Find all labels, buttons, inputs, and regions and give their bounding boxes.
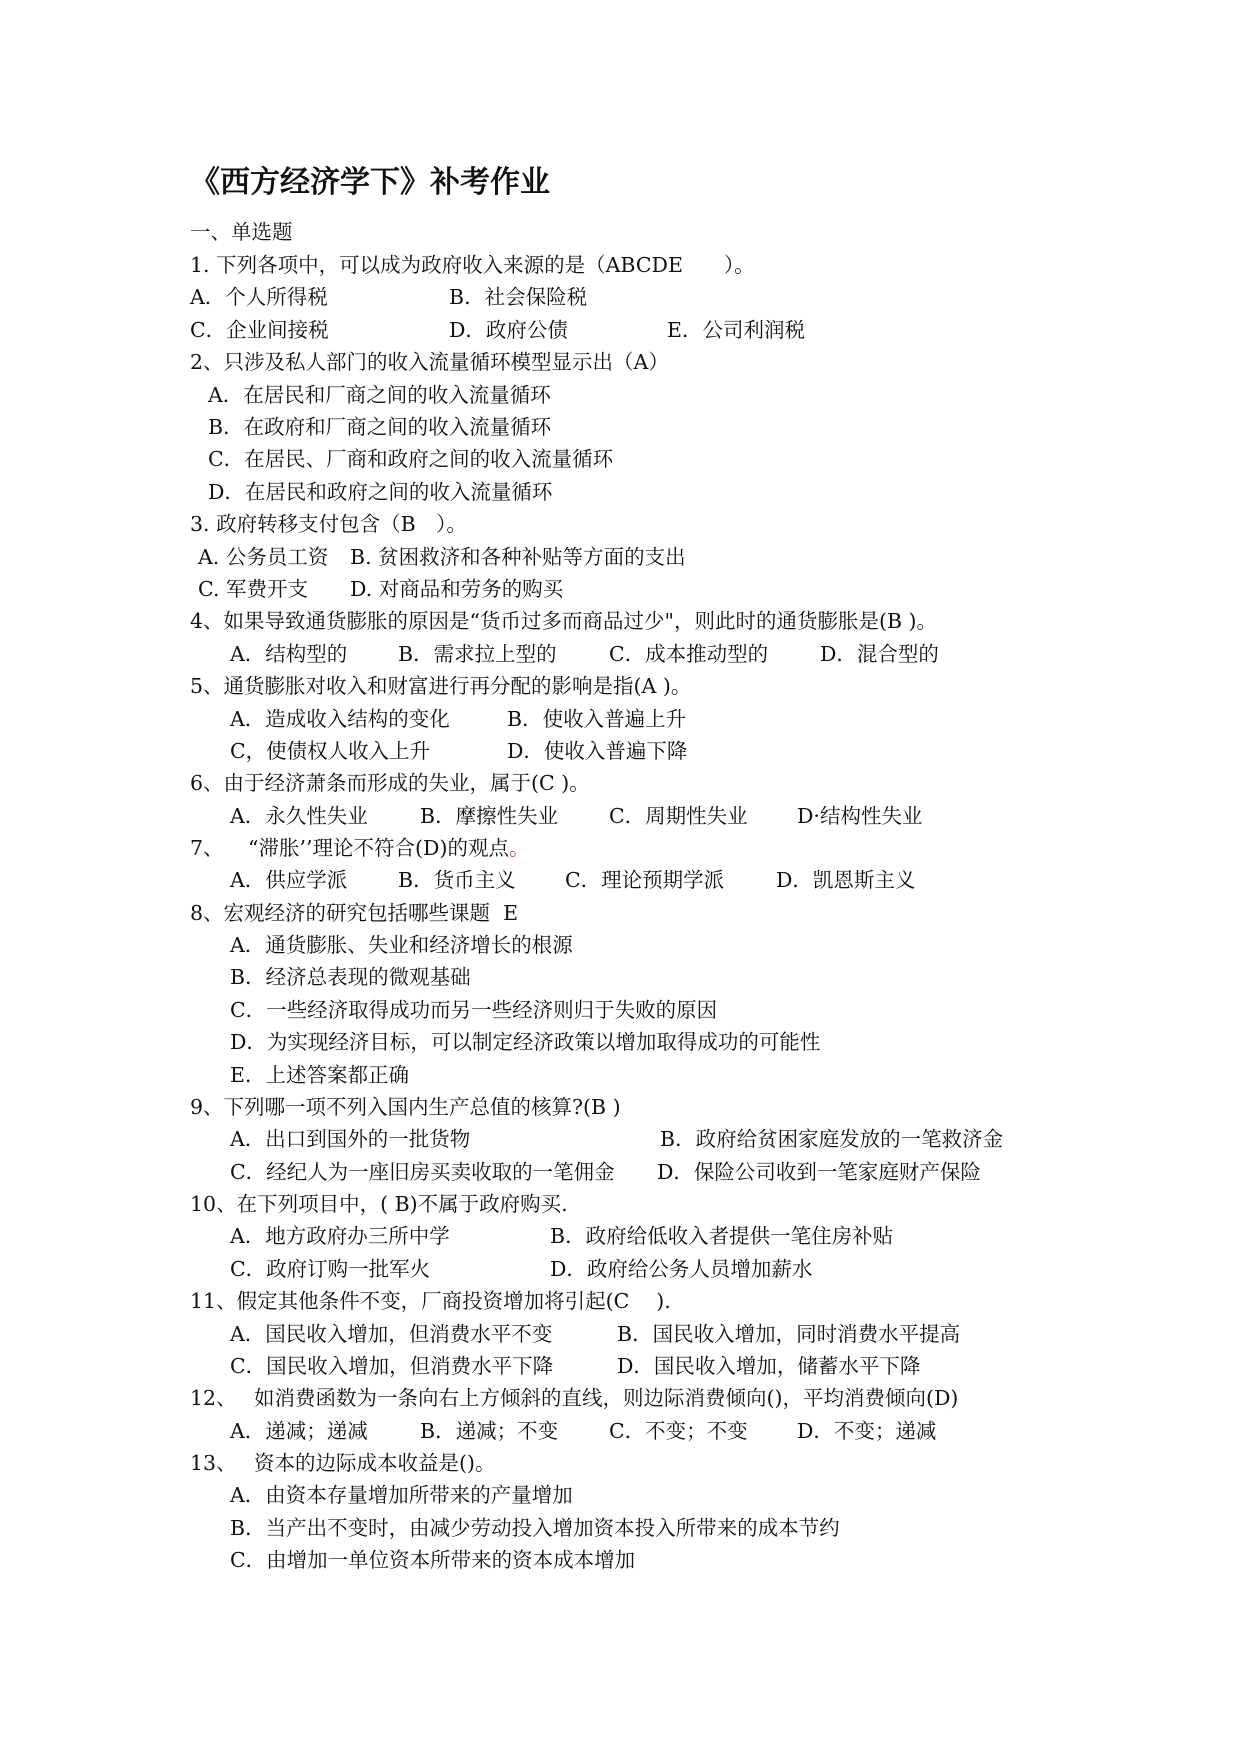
question-12-number: 12、 xyxy=(190,1386,237,1410)
question-1-option-e: E．公司利润税 xyxy=(667,318,805,342)
question-12-option-d: D．不变；递减 xyxy=(797,1419,937,1443)
question-10-stem: 10、在下列项目中，( B)不属于政府购买. xyxy=(190,1192,568,1216)
question-1-option-c: C．企业间接税 xyxy=(190,318,329,342)
question-2-stem: 2、只涉及私人部门的收入流量循环模型显示出（A） xyxy=(190,350,669,374)
question-6-option-a: A．永久性失业 xyxy=(230,804,368,828)
question-6-stem: 6、由于经济萧条而形成的失业，属于(C )。 xyxy=(190,771,590,795)
question-7-stem-period: 。 xyxy=(508,836,530,860)
question-10-option-b: B．政府给低收入者提供一笔住房补贴 xyxy=(550,1224,894,1248)
question-11-option-c: C．国民收入增加，但消费水平下降 xyxy=(230,1354,554,1378)
question-6-option-b: B．摩擦性失业 xyxy=(420,804,559,828)
question-1-option-a: A．个人所得税 xyxy=(190,285,328,309)
question-5-stem: 5、通货膨胀对收入和财富进行再分配的影响是指(A )。 xyxy=(190,674,692,698)
question-7-stem xyxy=(248,835,529,861)
document-title: 《西方经济学下》补考作业 xyxy=(190,165,550,200)
question-8-option-c: C．一些经济取得成功而另一些经济则归于失败的原因 xyxy=(230,998,718,1022)
question-8-option-e: E．上述答案都正确 xyxy=(230,1063,409,1087)
question-13-option-a: A．由资本存量增加所带来的产量增加 xyxy=(230,1483,573,1507)
question-3-option-a: A. 公务员工资 xyxy=(198,545,329,569)
question-11-option-d: D．国民收入增加，储蓄水平下降 xyxy=(617,1354,921,1378)
question-5-option-d: D．使收入普遍下降 xyxy=(507,739,688,763)
question-12-stem: 如消费函数为一条向右上方倾斜的直线，则边际消费倾向()，平均消费倾向(D) xyxy=(254,1386,959,1410)
question-2-option-a: A．在居民和厂商之间的收入流量循环 xyxy=(208,383,551,407)
question-5-option-a: A．造成收入结构的变化 xyxy=(230,707,450,731)
question-4-option-b: B．需求拉上型的 xyxy=(398,642,557,666)
question-12-option-c: C．不变；不变 xyxy=(609,1419,748,1443)
question-11-option-b: B．国民收入增加，同时消费水平提高 xyxy=(617,1322,961,1346)
question-4-stem: 4、如果导致通货膨胀的原因是“货币过多而商品过少"，则此时的通货膨胀是(B )。 xyxy=(190,609,938,633)
question-3-stem: 3. 政府转移支付包含（B ）。 xyxy=(190,512,467,536)
question-2-option-b: B．在政府和厂商之间的收入流量循环 xyxy=(208,415,552,439)
question-8-option-d: D．为实现经济目标，可以制定经济政策以增加取得成功的可能性 xyxy=(230,1030,821,1054)
question-10-option-a: A．地方政府办三所中学 xyxy=(230,1224,450,1248)
question-7-stem-text: “滞胀’’理论不符合(D)的观点 xyxy=(248,836,509,860)
question-3-option-c: C. 军费开支 xyxy=(198,577,308,601)
question-3-option-b: B. 贫困救济和各种补贴等方面的支出 xyxy=(350,545,686,569)
question-1-stem: 1. 下列各项中，可以成为政府收入来源的是（ABCDE ）。 xyxy=(190,253,755,277)
question-13-option-b: B．当产出不变时，由减少劳动投入增加资本投入所带来的成本节约 xyxy=(230,1516,840,1540)
question-8-option-b: B．经济总表现的微观基础 xyxy=(230,965,471,989)
question-7-option-a: A．供应学派 xyxy=(230,868,348,892)
question-9-option-b: B．政府给贫困家庭发放的一笔救济金 xyxy=(660,1127,1004,1151)
question-9-option-a: A．出口到国外的一批货物 xyxy=(230,1127,471,1151)
question-2-option-d: D．在居民和政府之间的收入流量循环 xyxy=(208,480,553,504)
question-8-option-a: A．通货膨胀、失业和经济增长的根源 xyxy=(230,933,573,957)
question-12-option-b: B．递减；不变 xyxy=(420,1419,559,1443)
question-12-option-a: A．递减；递减 xyxy=(230,1419,368,1443)
question-9-stem: 9、下列哪一项不列入国内生产总值的核算?(B ) xyxy=(190,1095,621,1119)
question-8-stem: 8、宏观经济的研究包括哪些课题 E xyxy=(190,901,519,925)
question-13-option-c: C．由增加一单位资本所带来的资本成本增加 xyxy=(230,1548,636,1572)
question-5-option-b: B．使收入普遍上升 xyxy=(507,707,687,731)
question-5-option-c: C，使债权人收入上升 xyxy=(230,739,431,763)
question-4-option-a: A．结构型的 xyxy=(230,642,348,666)
question-11-stem: 11、假定其他条件不变，厂商投资增加将引起(C ). xyxy=(190,1289,671,1313)
question-1-option-d: D．政府公债 xyxy=(449,318,568,342)
question-2-option-c: C．在居民、厂商和政府之间的收入流量循环 xyxy=(208,447,614,471)
question-9-option-d: D．保险公司收到一笔家庭财产保险 xyxy=(657,1160,981,1184)
question-7-number: 7、 xyxy=(190,836,224,860)
question-4-option-c: C．成本推动型的 xyxy=(609,642,769,666)
question-1-option-b: B．社会保险税 xyxy=(449,285,588,309)
question-10-option-d: D．政府给公务人员增加薪水 xyxy=(550,1257,813,1281)
question-13-stem: 资本的边际成本收益是()。 xyxy=(254,1451,496,1475)
question-6-option-d: D·结构性失业 xyxy=(797,804,923,828)
question-7-option-b: B．货币主义 xyxy=(398,868,516,892)
question-10-option-c: C．政府订购一批军火 xyxy=(230,1257,431,1281)
question-6-option-c: C．周期性失业 xyxy=(609,804,748,828)
question-7-option-c: C．理论预期学派 xyxy=(565,868,725,892)
question-4-option-d: D．混合型的 xyxy=(820,642,939,666)
section-heading: 一、单选题 xyxy=(190,220,293,244)
question-3-option-d: D. 对商品和劳务的购买 xyxy=(350,577,564,601)
question-13-number: 13、 xyxy=(190,1451,237,1475)
question-7-option-d: D．凯恩斯主义 xyxy=(776,868,916,892)
question-11-option-a: A．国民收入增加，但消费水平不变 xyxy=(230,1322,553,1346)
question-9-option-c: C．经纪人为一座旧房买卖收取的一笔佣金 xyxy=(230,1160,615,1184)
